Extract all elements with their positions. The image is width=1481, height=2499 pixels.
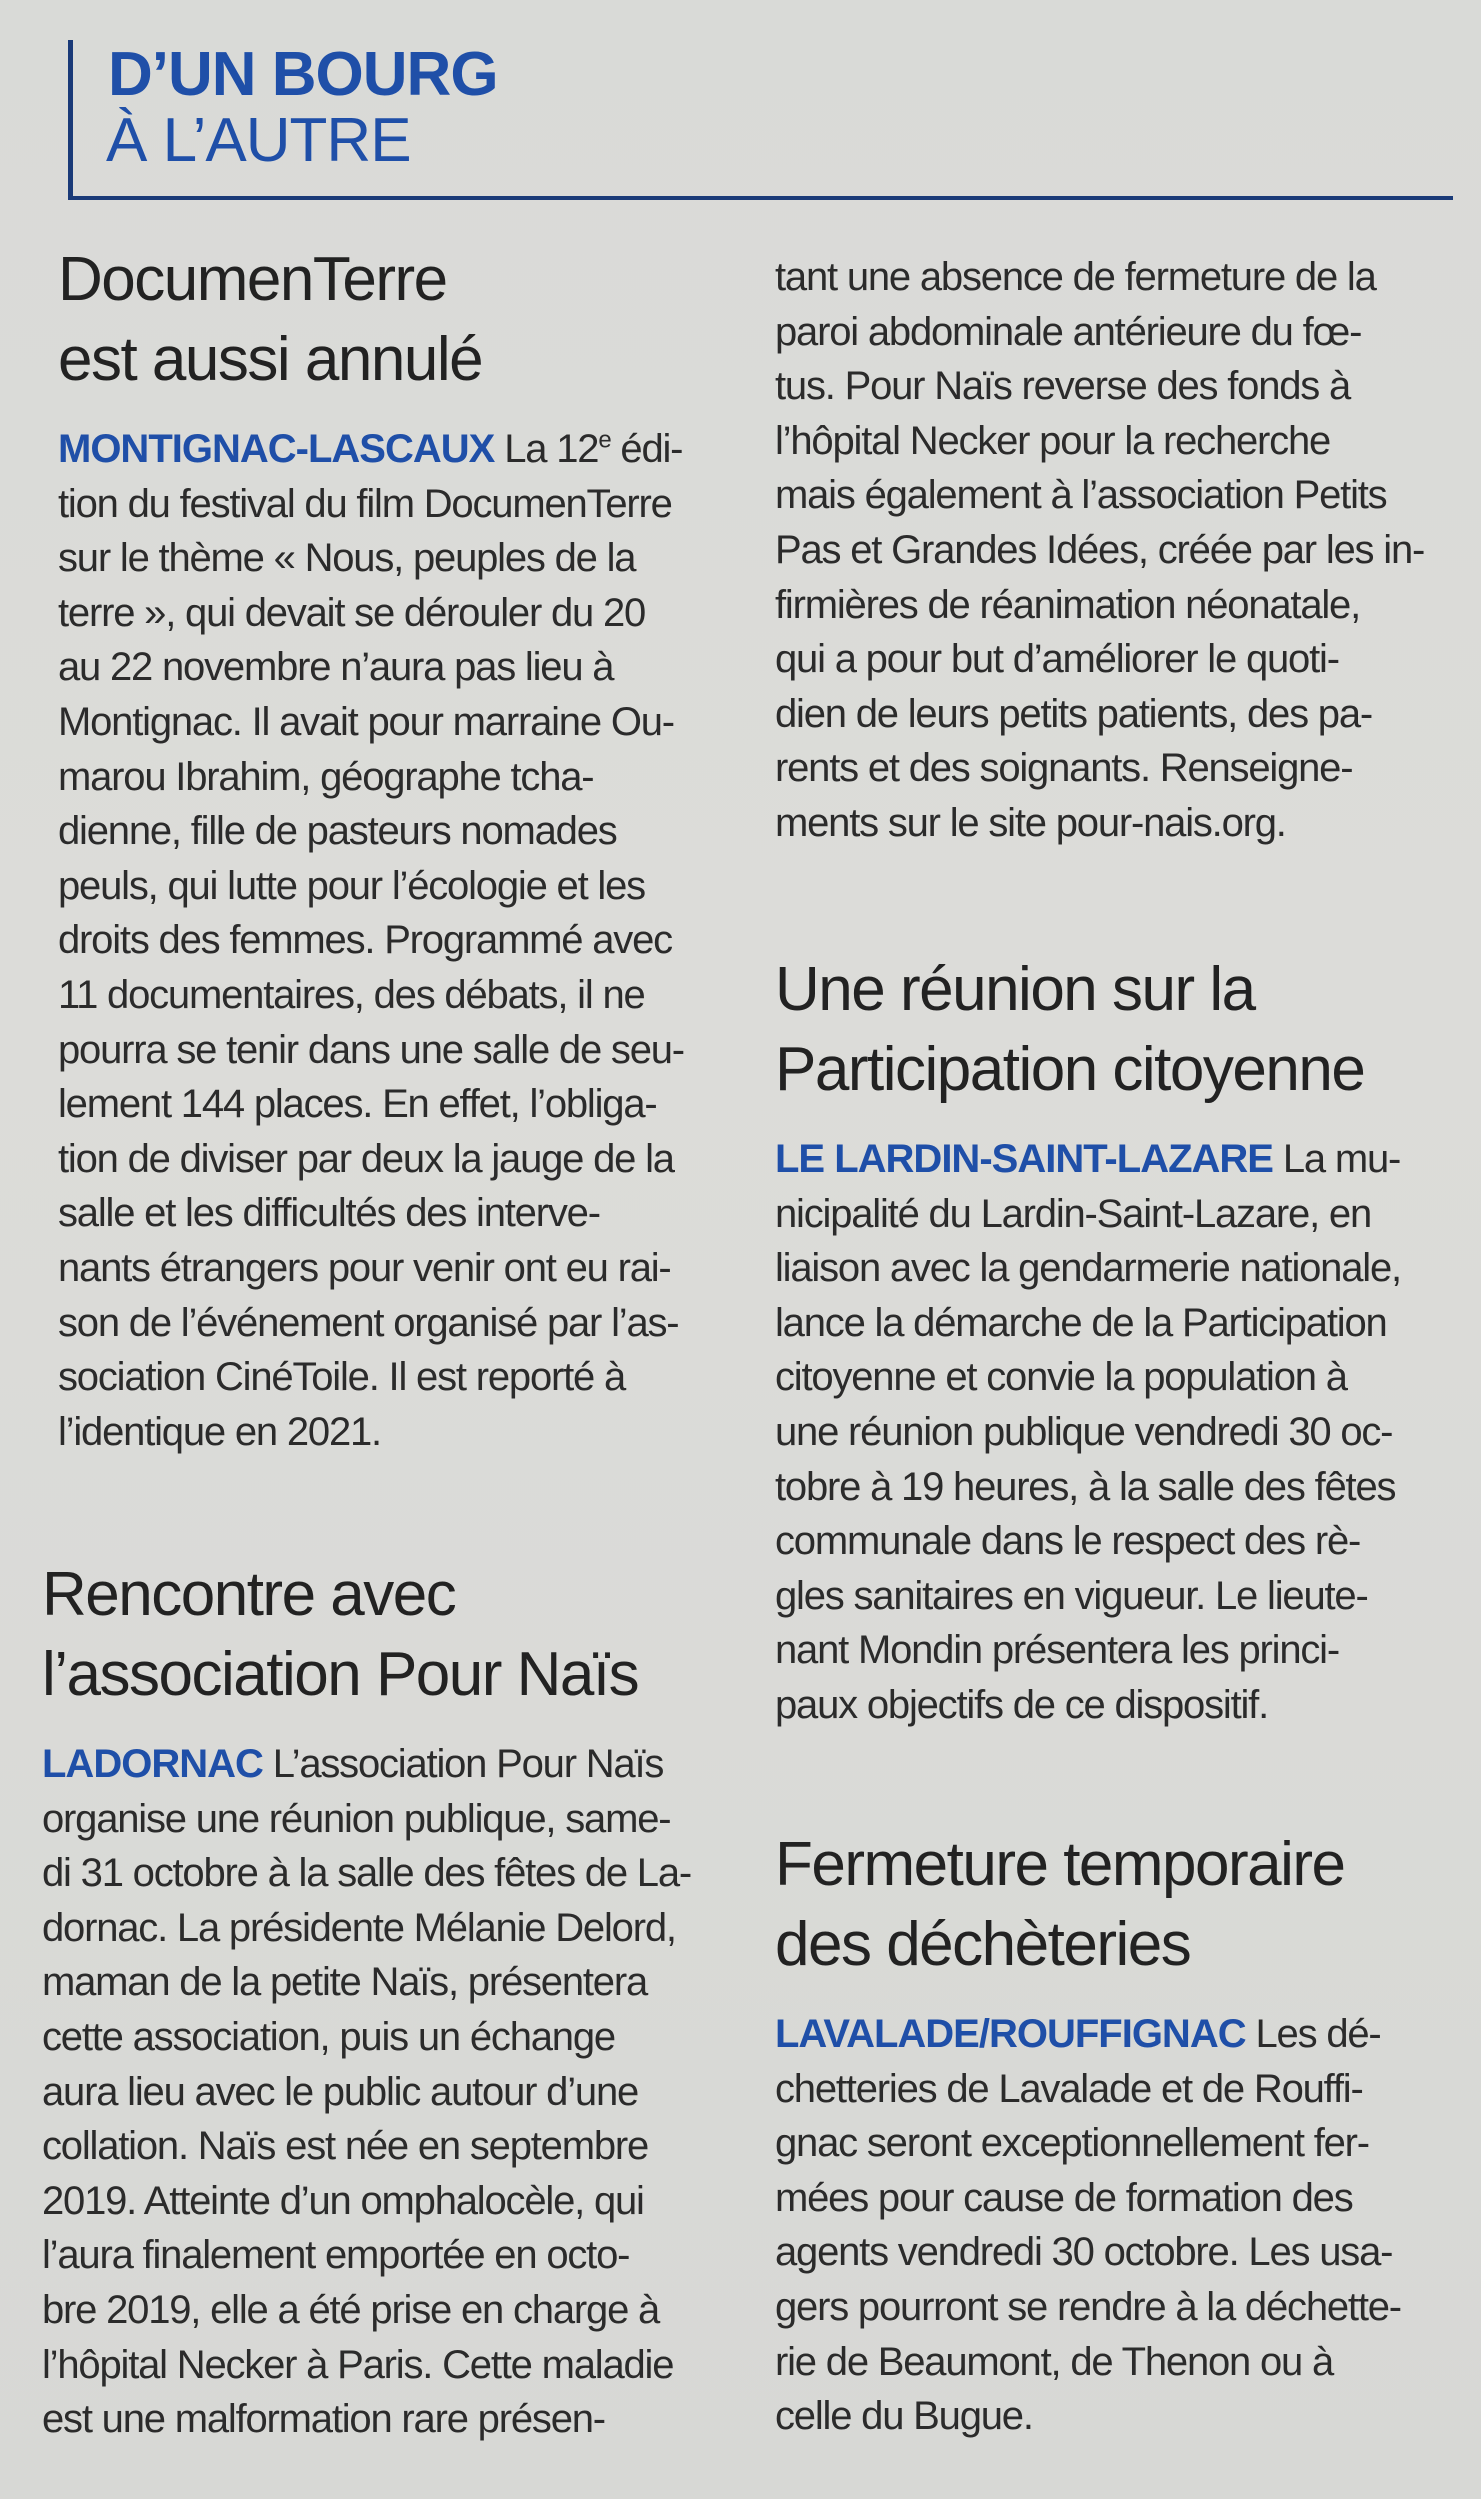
body-line: di 31 octobre à la salle des fêtes de La- bbox=[42, 1851, 692, 1896]
body-line: tant une absence de fermeture de la bbox=[775, 255, 1376, 299]
section-header-horizontal-rule bbox=[68, 196, 1453, 200]
body-line: l’hôpital Necker à Paris. Cette maladie bbox=[42, 2342, 674, 2387]
body-line: l’hôpital Necker pour la recherche bbox=[775, 418, 1331, 463]
article-pour-nais-continuation bbox=[775, 250, 1455, 851]
body-line: 11 documentaires, des débats, il ne bbox=[58, 972, 645, 1017]
body-line: celle du Bugue. bbox=[775, 2394, 1033, 2439]
body-line: gnac seront exceptionnellement fer- bbox=[775, 2121, 1369, 2166]
headline-line-1: Rencontre avec bbox=[42, 1560, 456, 1629]
article-pour-nais bbox=[42, 1555, 742, 2447]
section-header bbox=[68, 40, 1453, 200]
body-line: collation. Naïs est née en septembre bbox=[42, 2124, 649, 2169]
body-line bbox=[775, 1132, 1455, 1187]
headline-line-1: Fermeture temporaire bbox=[775, 1830, 1345, 1899]
body-line: marou Ibrahim, géographe tcha- bbox=[58, 754, 594, 799]
body-line: dienne, fille de pasteurs nomades bbox=[58, 809, 617, 854]
body-line: tion du festival du film DocumenTerre bbox=[58, 481, 672, 526]
body-line: paroi abdominale antérieure du fœ- bbox=[775, 309, 1362, 354]
article-headline bbox=[58, 240, 748, 400]
body-line: liaison avec la gendarmerie nationale, bbox=[775, 1246, 1401, 1291]
body-text: La 12 bbox=[494, 427, 599, 471]
body-line: bre 2019, elle a été prise en charge à bbox=[42, 2287, 660, 2332]
body-line: firmières de réanimation néonatale, bbox=[775, 582, 1361, 627]
body-line: nants étrangers pour venir ont eu rai- bbox=[58, 1245, 671, 1290]
body-line: rie de Beaumont, de Thenon ou à bbox=[775, 2339, 1334, 2384]
body-line: citoyenne et convie la population à bbox=[775, 1355, 1347, 1400]
body-line: au 22 novembre n’aura pas lieu à bbox=[58, 645, 614, 690]
body-line: Montignac. Il avait pour marraine Ou- bbox=[58, 699, 674, 744]
body-line: mées pour cause de formation des bbox=[775, 2175, 1353, 2220]
body-line bbox=[58, 422, 748, 477]
body-line: peuls, qui lutte pour l’écologie et les bbox=[58, 863, 645, 908]
article-headline bbox=[42, 1555, 742, 1715]
body-line: tion de diviser par deux la jauge de la bbox=[58, 1136, 674, 1181]
body-line: gers pourront se rendre à la déchette- bbox=[775, 2284, 1401, 2329]
headline-line-2: Participation citoyenne bbox=[775, 1035, 1365, 1104]
ordinal-superscript: e bbox=[598, 426, 611, 454]
article-decheteries bbox=[775, 1825, 1455, 2444]
section-title-line-2: À L’AUTRE bbox=[106, 106, 411, 175]
body-line: chetteries de Lavalade et de Rouffi- bbox=[775, 2066, 1363, 2111]
body-line: salle et les difficultés des interve- bbox=[58, 1191, 600, 1236]
body-line: aura lieu avec le public autour d’une bbox=[42, 2069, 639, 2114]
body-line: tus. Pour Naïs reverse des fonds à bbox=[775, 364, 1351, 409]
article-body bbox=[58, 422, 748, 1459]
headline-line-2: l’association Pour Naïs bbox=[42, 1640, 639, 1709]
body-text: L’association Pour Naïs bbox=[262, 1742, 664, 1786]
body-line: mais également à l’association Petits bbox=[775, 473, 1387, 518]
body-line: lance la démarche de la Participation bbox=[775, 1300, 1387, 1345]
body-line: 2019. Atteinte d’un omphalocèle, qui bbox=[42, 2178, 644, 2223]
body-line: sociation CinéToile. Il est reporté à bbox=[58, 1355, 626, 1400]
article-body bbox=[775, 250, 1455, 851]
article-body bbox=[775, 2007, 1455, 2444]
body-line: l’aura finalement emportée en octo- bbox=[42, 2233, 630, 2278]
body-line: gles sanitaires en vigueur. Le lieute- bbox=[775, 1573, 1368, 1618]
body-line: pourra se tenir dans une salle de seu- bbox=[58, 1027, 684, 1072]
location-kicker: LADORNAC bbox=[42, 1742, 263, 1786]
body-line: droits des femmes. Programmé avec bbox=[58, 918, 672, 963]
body-text: La mu- bbox=[1272, 1137, 1401, 1181]
body-line: organise une réunion publique, same- bbox=[42, 1796, 671, 1841]
body-line: nicipalité du Lardin-Saint-Lazare, en bbox=[775, 1191, 1371, 1236]
headline-line-2: est aussi annulé bbox=[58, 325, 483, 394]
article-headline bbox=[775, 950, 1455, 1110]
body-line: Pas et Grandes Idées, créée par les in- bbox=[775, 527, 1425, 572]
body-line: qui a pour but d’améliorer le quoti- bbox=[775, 637, 1339, 682]
location-kicker: LAVALADE/ROUFFIGNAC bbox=[775, 2012, 1246, 2056]
body-line: sur le thème « Nous, peuples de la bbox=[58, 536, 636, 581]
body-line: communale dans le respect des rè- bbox=[775, 1519, 1361, 1564]
body-text: Les dé- bbox=[1245, 2012, 1381, 2056]
body-line: tobre à 19 heures, à la salle des fêtes bbox=[775, 1464, 1396, 1509]
body-line bbox=[775, 2007, 1455, 2062]
section-title-line-1: D’UN BOURG bbox=[108, 40, 498, 109]
location-kicker: LE LARDIN-SAINT-LAZARE bbox=[775, 1137, 1273, 1181]
body-line: agents vendredi 30 octobre. Les usa- bbox=[775, 2230, 1393, 2275]
article-documenterre bbox=[58, 240, 748, 1459]
article-body bbox=[775, 1132, 1455, 1733]
section-header-vertical-rule bbox=[68, 40, 73, 200]
headline-line-1: Une réunion sur la bbox=[775, 955, 1255, 1024]
article-body bbox=[42, 1737, 742, 2447]
headline-line-1: DocumenTerre bbox=[58, 245, 447, 314]
body-line: cette association, puis un échange bbox=[42, 2014, 615, 2059]
body-line: terre », qui devait se dérouler du 20 bbox=[58, 590, 646, 635]
body-line: ments sur le site pour-nais.org. bbox=[775, 800, 1286, 845]
headline-line-2: des déchèteries bbox=[775, 1910, 1191, 1979]
location-kicker: MONTIGNAC-LASCAUX bbox=[58, 427, 495, 471]
body-line: maman de la petite Naïs, présentera bbox=[42, 1960, 648, 2005]
body-line: dien de leurs petits patients, des pa- bbox=[775, 691, 1373, 736]
body-line: son de l’événement organisé par l’as- bbox=[58, 1300, 679, 1345]
body-line: lement 144 places. En effet, l’obliga- bbox=[58, 1082, 657, 1127]
body-line: nant Mondin présentera les princi- bbox=[775, 1628, 1339, 1673]
body-text: édi- bbox=[610, 427, 683, 471]
body-line: dornac. La présidente Mélanie Delord, bbox=[42, 1905, 676, 1950]
body-line bbox=[42, 1737, 742, 1792]
body-line: une réunion publique vendredi 30 oc- bbox=[775, 1409, 1393, 1454]
article-participation-citoyenne bbox=[775, 950, 1455, 1733]
article-headline bbox=[775, 1825, 1455, 1985]
body-line: l’identique en 2021. bbox=[58, 1409, 381, 1454]
body-line: paux objectifs de ce dispositif. bbox=[775, 1682, 1269, 1727]
body-line: rents et des soignants. Renseigne- bbox=[775, 746, 1353, 791]
body-line: est une malformation rare présen- bbox=[42, 2397, 605, 2442]
